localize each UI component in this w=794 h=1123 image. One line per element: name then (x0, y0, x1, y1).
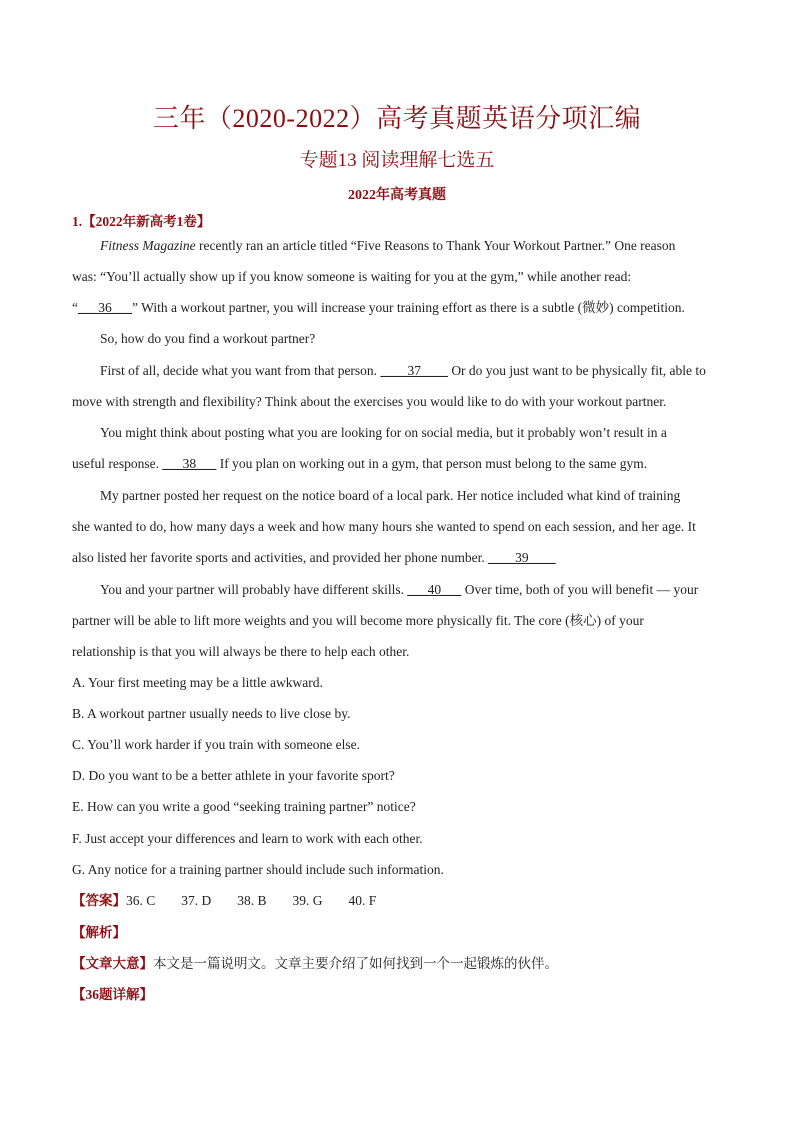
passage-line: So, how do you find a workout partner? (100, 331, 316, 346)
answer-label: 【答案】 (72, 893, 126, 908)
passage-line: My partner posted her request on the notice board of a local park. Her notice included what kind of training (100, 488, 681, 503)
blank-39: ____39____ (488, 550, 556, 565)
answer-37: 37. D (181, 893, 212, 908)
passage-line: You might think about posting what you are looking for on social media, but it probably won’t result in a (100, 425, 667, 440)
q36-heading: 【36题详解】 (72, 987, 153, 1002)
option-b: B. A workout partner usually needs to live close by. (72, 706, 351, 721)
passage-line: partner will be able to lift more weights and you will become more physically fit. The core (核心) of your (72, 613, 644, 628)
answer-39: 39. G (292, 893, 323, 908)
option-d: D. Do you want to be a better athlete in your favorite sport? (72, 768, 395, 783)
blank-36: ___36___ (78, 300, 132, 315)
answer-38: 38. B (237, 893, 267, 908)
option-e: E. How can you write a good “seeking training partner” notice? (72, 799, 416, 814)
blank-37: ____37____ (380, 363, 448, 378)
option-a: A. Your first meeting may be a little awkward. (72, 675, 323, 690)
blank-38: ___38___ (162, 456, 217, 471)
document-title: 三年（2020-2022）高考真题英语分项汇编 (152, 104, 642, 133)
passage-line: useful response. ___38___ If you plan on working out in a gym, that person must belong to the same gym. (72, 456, 648, 471)
passage-line: also listed her favorite sports and activities, and provided her phone number. ____39____ (72, 550, 556, 565)
option-f: F. Just accept your differences and learn to work with each other. (72, 831, 423, 846)
magazine-name: Fitness Magazine (100, 238, 196, 253)
passage-line: First of all, decide what you want from that person. ____37____ Or do you just want to be physically fit, able to (100, 363, 706, 378)
section-title: 2022年高考真题 (348, 188, 446, 203)
passage-line: she wanted to do, how many days a week and how many hours she wanted to spend on each session, and her age. It (72, 519, 696, 534)
summary-line (72, 955, 722, 973)
passage-line: Fitness Magazine recently ran an article titled “Five Reasons to Thank Your Workout Partner.” One reason (100, 238, 676, 253)
blank-40: ___40___ (407, 582, 462, 597)
passage-line: move with strength and flexibility? Think about the exercises you would like to do with your workout partner. (72, 394, 667, 409)
answer-36: 36. C (126, 893, 156, 908)
answer-line (72, 892, 722, 910)
option-g: G. Any notice for a training partner should include such information. (72, 862, 444, 877)
option-c: C. You’ll work harder if you train with someone else. (72, 737, 360, 752)
summary-text: 本文是一篇说明文。文章主要介绍了如何找到一个一起锻炼的伙伴。 (153, 956, 558, 971)
passage-line: was: “You’ll actually show up if you know someone is waiting for you at the gym,” while another read: (72, 269, 632, 284)
passage-line: “___36___” With a workout partner, you will increase your training effort as there is a subtle (微妙) competition. (72, 300, 685, 315)
summary-label: 【文章大意】 (72, 956, 153, 971)
passage-line: relationship is that you will always be there to help each other. (72, 644, 410, 659)
question-heading: 1.【2022年新高考1卷】 (72, 214, 211, 229)
passage-line: You and your partner will probably have different skills. ___40___ Over time, both of you will benefit — your (100, 582, 699, 597)
analysis-heading: 【解析】 (72, 925, 126, 940)
answer-40: 40. F (348, 893, 377, 908)
document-subtitle: 专题13 阅读理解七选五 (299, 150, 495, 171)
